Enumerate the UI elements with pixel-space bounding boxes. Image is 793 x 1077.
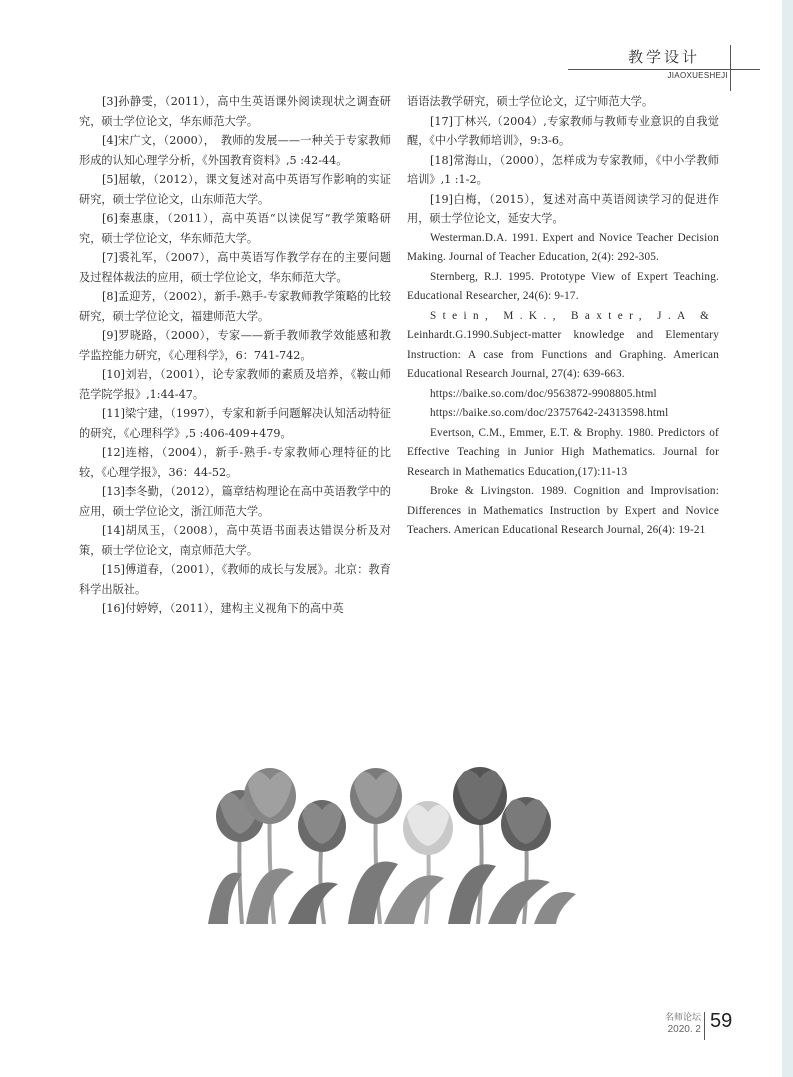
reference-url: https://baike.so.com/doc/23757642-24313598.html bbox=[430, 407, 669, 419]
footer-journal: 名师论坛 bbox=[664, 1013, 701, 1023]
tulip-flower bbox=[501, 797, 551, 851]
reference-item: [7]裘礼军，（2007），高中英语写作教学存在的主要问题及过程体裁法的应用，硕士学位论文，华东师范大学。 bbox=[79, 251, 391, 284]
reference-item: [13]李冬勤，（2012），篇章结构理论在高中英语教学中的应用，硕士学位论文，浙江师范大学。 bbox=[79, 485, 391, 518]
reference-item: [9]罗晓路，（2000），专家——新手教师教学效能感和教学监控能力研究，《心理科学》，6：741-742。 bbox=[79, 329, 391, 362]
reference-item-english: Sternberg, R.J. 1995. Prototype View of Expert Teaching. Educational Researcher, 24(6): 9-17. bbox=[407, 270, 719, 302]
reference-item: [5]屈敏，（2012），课文复述对高中英语写作影响的实证研究，硕士学位论文，山东师范大学。 bbox=[79, 173, 391, 206]
tulip-flower bbox=[403, 801, 453, 855]
reference-item: [12]连榕，（2004），新手-熟手-专家教师心理特征的比较，《心理学报》，36：44-52。 bbox=[79, 446, 391, 479]
reference-item-english: Broke & Livingston. 1989. Cognition and Improvisation: Differences in Mathematics Instruction by Expert and Novice Teachers. American Educational Research Journal, 26(4): 19-21 bbox=[407, 485, 719, 536]
header-rule bbox=[568, 69, 760, 70]
reference-item: [8]孟迎芳，（2002），新手-熟手-专家教师教学策略的比较研究，硕士学位论文，福建师范大学。 bbox=[79, 290, 391, 323]
tulip-flower bbox=[453, 767, 507, 825]
reference-item: [19]白梅，（2015），复述对高中英语阅读学习的促进作用，硕士学位论文，延安大学。 bbox=[407, 192, 719, 225]
reference-column-left bbox=[79, 92, 391, 619]
tulips-illustration bbox=[198, 754, 580, 924]
section-title: 教学设计 bbox=[628, 48, 701, 66]
reference-item-english-first-line: Stein, M.K., Baxter, J.A & bbox=[430, 309, 716, 322]
reference-item-english: Westerman.D.A. 1991. Expert and Novice Teacher Decision Making. Journal of Teacher Education, 2(4): 292-305. bbox=[407, 231, 719, 263]
reference-item: [17]丁林兴,（2004）,专家教师与教师专业意识的自我觉醒，《中小学教师培训》，9:3-6。 bbox=[407, 114, 719, 147]
footer-divider bbox=[704, 1012, 705, 1040]
reference-item: [4]宋广文，（2000）， 教师的发展——一种关于专家教师形成的认知心理学分析，《外国教育资料》,5 :42-44。 bbox=[79, 134, 391, 167]
section-subtitle: JIAOXUESHEJI bbox=[667, 71, 728, 80]
footer-issue: 2020. 2 bbox=[667, 1024, 701, 1035]
reference-url: https://baike.so.com/doc/9563872-9908805.html bbox=[430, 387, 657, 400]
header-divider bbox=[730, 45, 731, 91]
reference-item: [11]梁宁建，（1997），专家和新手问题解决认知活动特征的研究，《心理科学》,5 :406-409+479。 bbox=[79, 407, 391, 440]
reference-item-english: Leinhardt.G.1990.Subject-matter knowledge and Elementary Instruction: A case from Functions and Graphing. American Educational Research Journal, 27(4): 639-663. bbox=[407, 329, 719, 380]
reference-item: [14]胡凤玉，（2008），高中英语书面表达错误分析及对策，硕士学位论文，南京师范大学。 bbox=[79, 524, 391, 557]
reference-item: [16]付婷婷，（2011），建构主义视角下的高中英 bbox=[102, 602, 344, 615]
reference-item: [15]傅道春，（2001），《教师的成长与发展》。北京：教育科学出版社。 bbox=[79, 563, 391, 596]
page-number: 59 bbox=[710, 1010, 733, 1032]
tulip-flower bbox=[244, 768, 296, 824]
reference-item-english: Evertson, C.M., Emmer, E.T. & Brophy. 1980. Predictors of Effective Teaching in Junior High Mathematics. Journal for Research in Mathematics Education,(17):11-13 bbox=[407, 426, 719, 478]
edge-stripe bbox=[782, 0, 793, 1077]
tulip-flower bbox=[350, 768, 402, 824]
reference-continued: 语语法教学研究，硕士学位论文，辽宁师范大学。 bbox=[407, 95, 654, 108]
reference-item: [18]常海山，（2000），怎样成为专家教师，《中小学教师培训》,1 :1-2。 bbox=[407, 153, 719, 186]
reference-item: [6]秦惠康，（2011），高中英语“以读促写”教学策略研究，硕士学位论文，华东师范大学。 bbox=[79, 212, 391, 245]
reference-item: [10]刘岩，（2001），论专家教师的素质及培养，《鞍山师范学院学报》,1:44-47。 bbox=[79, 368, 391, 401]
reference-item: [3]孙静雯，（2011），高中生英语课外阅读现状之调查研究，硕士学位论文，华东师范大学。 bbox=[79, 95, 391, 128]
tulip-flower bbox=[298, 800, 346, 852]
reference-column-right bbox=[407, 92, 719, 541]
